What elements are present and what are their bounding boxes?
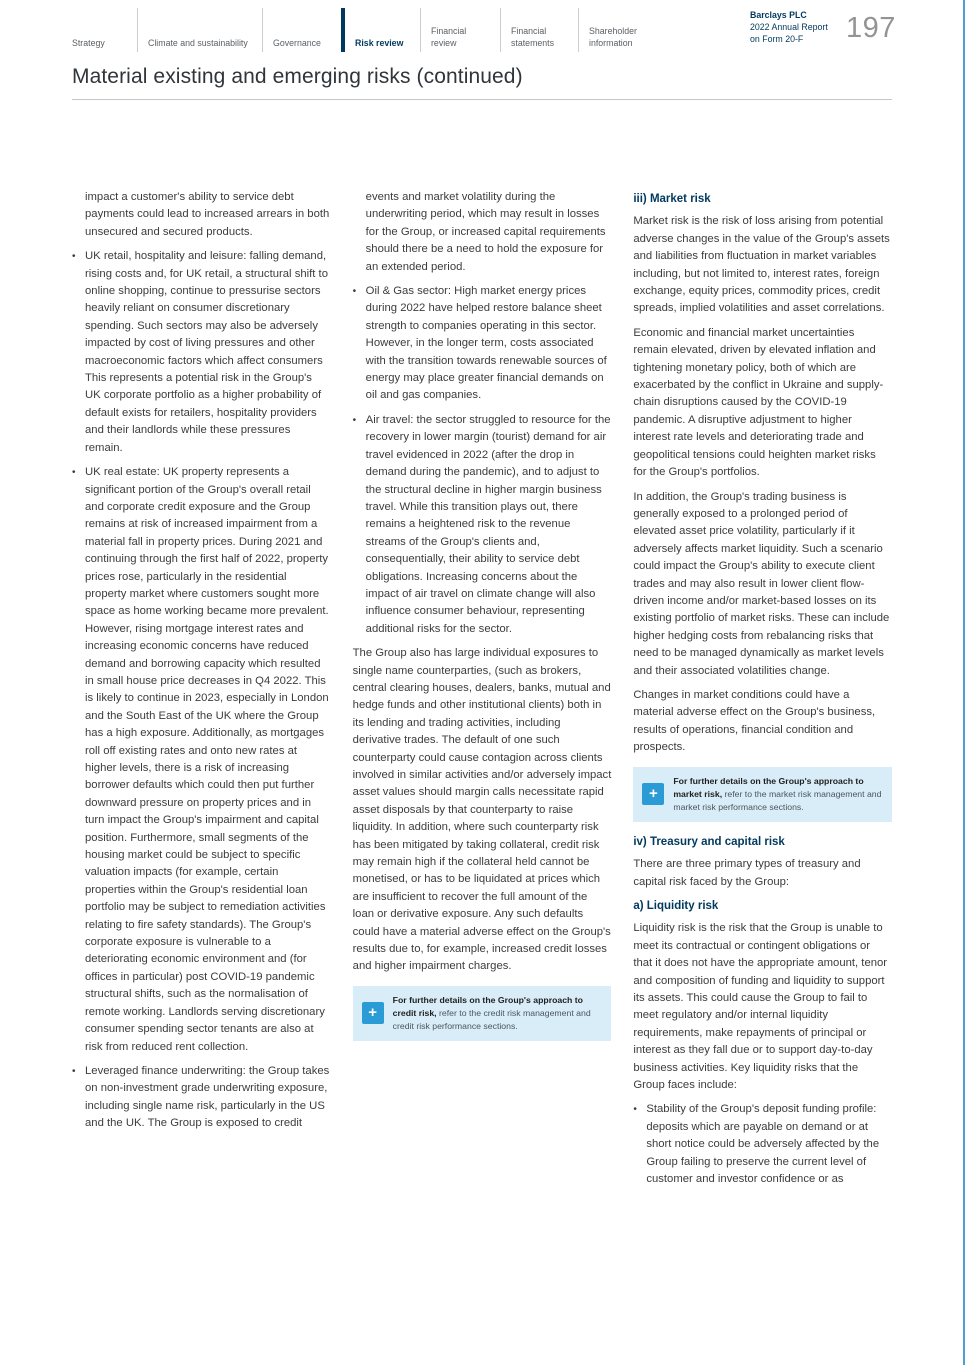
market-risk-crossreference bbox=[633, 767, 892, 822]
bullet-text: Oil & Gas sector: High market energy prices during 2022 have helped restore balance sheet strength to companies operating in this sector. However, in the longer term, costs associated with the transition towards renewable sources of energy may place greater financial demands on oil and gas companies. bbox=[365, 285, 607, 402]
content-columns bbox=[72, 189, 892, 1195]
tab-label: Strategy bbox=[72, 37, 105, 48]
callout-body: refer to the market risk management and market risk performance sections. bbox=[673, 788, 882, 812]
report-brand: Barclays PLC bbox=[750, 10, 807, 20]
bullet-text: Stability of the Group's deposit funding profile: deposits which are payable on demand or at short notice could be adversely affected by the Group failing to preserve the current level of customer and investor confidence or as bbox=[646, 1103, 880, 1186]
report-identifier bbox=[750, 10, 828, 46]
bullet-item-air-travel bbox=[353, 412, 612, 638]
tab-financial-statements[interactable] bbox=[500, 8, 578, 52]
tab-label: Financial statements bbox=[511, 26, 555, 48]
column-2 bbox=[353, 189, 612, 1195]
tab-label: Governance bbox=[273, 37, 321, 48]
bullet-text: UK retail, hospitality and leisure: falling demand, rising costs and, for UK retail, a structural shift to online shopping, continue to pressurise sectors heavily reliant on consumer discretionary spending. Such sectors may also be adversely impacted by cost of living pressures and other macroeconomic factors which affect consumers This represents a potential risk in the Group's UK corporate portfolio as a higher probability of default exists for retailers, hospitality providers and their landlords while these pressures remain. bbox=[85, 250, 328, 454]
plus-glyph: + bbox=[648, 784, 658, 802]
callout-lead: For further details on the Group's approach to credit risk, bbox=[392, 994, 583, 1018]
bullet-item-uk-retail bbox=[72, 248, 331, 457]
bullet-marker: • bbox=[633, 1104, 637, 1116]
callout-text bbox=[673, 775, 883, 814]
paragraph-trading-business: In addition, the Group's trading business is generally exposed to a prolonged period of elevated asset price volatility, particularly if it adversely affects market liquidity. Such a scenario could impact the Group's ability to execute client trades and may also result in lower client flow-driven income and/or market-based losses on its existing portfolio of market risks. These can include higher hedging costs from rebalancing risks that need to be managed dynamically as market levels and their associated volatilities change. bbox=[633, 490, 890, 677]
heading-treasury-capital-risk: iv) Treasury and capital risk bbox=[633, 835, 785, 848]
page-title: Material existing and emerging risks (continued) bbox=[72, 65, 523, 88]
paragraph-liquidity-risk-definition: Liquidity risk is the risk that the Group is unable to meet its contractual or contingent obligations or that it does not have the appropriate amount, tenor and composition of funding and liquidity to support its assets. This could cause the Group to fail to meet regulatory and/or internal liquidity requirements, make repayments of principal or interest as they fall due or to support day-to-day business activities. Key liquidity risks that the Group faces include: bbox=[633, 922, 888, 1092]
callout-lead: For further details on the Group's approach to market risk, bbox=[673, 775, 864, 799]
bullet-marker: • bbox=[72, 251, 76, 263]
callout-body: refer to the credit risk management and credit risk performance sections. bbox=[392, 1007, 591, 1031]
column-1 bbox=[72, 189, 331, 1195]
report-name: 2022 Annual Report bbox=[750, 21, 828, 32]
bullet-item-oil-gas bbox=[353, 283, 612, 405]
tab-strategy[interactable] bbox=[72, 8, 137, 52]
bullet-marker: • bbox=[352, 286, 357, 298]
bullet-text: Leveraged finance underwriting: the Group takes on non-investment grade underwriting exposure, including single name risk, particularly in the US and the UK. The Group is exposed to credit bbox=[85, 1064, 330, 1130]
credit-risk-crossreference bbox=[353, 986, 612, 1041]
callout-text bbox=[393, 994, 603, 1033]
bullet-marker: • bbox=[72, 467, 76, 479]
page-number: 197 bbox=[846, 12, 896, 44]
report-form: on Form 20-F bbox=[750, 33, 804, 44]
paragraph-market-uncertainties: Economic and financial market uncertainties remain elevated, driven by elevated inflation and tightening monetary policy, both of which are exacerbated by the conflict in Ukraine and supply-chain disruptions caused by the COVID-19 pandemic. A disruptive adjustment to higher interest rate levels and deteriorating trade and geopolitical tensions could heighten market risks for the Group's portfolios. bbox=[633, 326, 884, 479]
bullet-item-leveraged-finance bbox=[72, 1063, 331, 1133]
bullet-text: UK real estate: UK property represents a significant portion of the Group's overall retail and corporate credit exposure and the Group remains at risk of increased impairment from a material fall in property prices. During 2021 and continuing through the first half of 2022, property prices rose, particularly in the residential property market where customers sought more space as home working became more prevalent. However, rising mortgage interest rates and increasing economic concerns have reduced demand and borrowing capacity which resulted in small house price decreases in Q4 2022. This is likely to continue in 2023, especially in London and the South East of the UK where the Group has a high exposure. Additionally, as mortgages roll off existing rates and onto new rates at higher levels, there is a risk of increasing borrower defaults which could then put further downward pressure on property prices and in turn impact the Group's impairment and capital position. Furthermore, small segments of the housing market could be subject to specific valuation impacts (for example, certain properties within the Group's residential loan portfolio may be subject to remediation activities relating to fire safety standards). The Group's corporate exposure is vulnerable to a deteriorating economic environment and (for offices in particular) post COVID-19 pandemic structural shifts, such as the normalisation of remote working. Landlords serving discretionary consumer spending sector tenants are also at risk from reduced rent collection. bbox=[85, 466, 329, 1053]
tab-climate-and-sustainability[interactable] bbox=[137, 8, 262, 52]
paragraph-treasury-types: There are three primary types of treasury and capital risk faced by the Group: bbox=[633, 858, 861, 888]
column-3 bbox=[633, 189, 892, 1195]
paragraph-market-conditions: Changes in market conditions could have a material adverse effect on the Group's business, results of operations, financial condition and prospects. bbox=[633, 688, 876, 754]
bullet-marker: • bbox=[352, 414, 357, 426]
continuation-paragraph: events and market volatility during the underwriting period, which may result in losses for the Group, or increased capital requirements should there be a need to hold the exposure for an extended period. bbox=[365, 191, 606, 273]
report-header bbox=[72, 0, 896, 52]
continuation-paragraph: impact a customer's ability to service debt payments could lead to increased arrears in both unsecured and secured products. bbox=[85, 191, 330, 238]
tab-label: Financial review bbox=[431, 26, 467, 48]
bullet-item-deposit-funding bbox=[633, 1101, 892, 1188]
bullet-item-uk-real-estate bbox=[72, 464, 331, 1056]
tab-governance[interactable] bbox=[262, 8, 341, 52]
tab-financial-review[interactable] bbox=[420, 8, 500, 52]
plus-glyph: + bbox=[368, 1004, 378, 1022]
tab-label: Risk review bbox=[355, 37, 404, 48]
plus-icon bbox=[642, 783, 664, 805]
heading-market-risk: iii) Market risk bbox=[633, 193, 711, 205]
plus-icon bbox=[362, 1002, 384, 1024]
bullet-marker: • bbox=[72, 1065, 76, 1077]
heading-liquidity-risk: a) Liquidity risk bbox=[633, 899, 719, 912]
bullet-text: Air travel: the sector struggled to resource for the recovery in lower margin (tourist) demand for air travel evidenced in 2022 (after the drop in demand during the pandemic), and to adjust to the structural decline in higher margin business travel. While this transition plays out, there remains a heightened risk to the revenue streams of the Group's clients and, consequentially, their ability to service debt obligations. Increasing concerns about the impact of air travel on climate change will also influence consumer behaviour, representing additional risks for the sector. bbox=[365, 413, 611, 635]
paragraph-market-risk-definition: Market risk is the risk of loss arising from potential adverse changes in the value of the Group's assets and liabilities from fluctuation in market variables including, but not limited to, interest rates, foreign exchange, equity prices, commodity prices, credit spreads, implied volatilities and asset correlations. bbox=[633, 215, 890, 315]
title-divider bbox=[72, 99, 892, 100]
tab-label: Climate and sustainability bbox=[148, 37, 248, 48]
paragraph-single-name-counterparties: The Group also has large individual exposures to single name counterparties, (such as brokers, central clearing houses, dealers, banks, mutual and hedge funds and other institutional clients) both in its lending and trading activities, including derivative trades. The default of one such counterparty could cause contagion across clients involved in similar activities and/or adversely impact asset values should margin calls necessitate rapid asset disposals by that counterparty to raise liquidity. In addition, where such counterparty risk has been mitigated by taking collateral, credit risk may remain high if the collateral held cannot be monetised, or has to be liquidated at prices which are insufficient to recover the full amount of the loan or derivative exposure. Any such defaults could have a material adverse effect on the Group's results due to, for example, increased credit losses and higher impairment charges. bbox=[352, 647, 612, 973]
tab-label: Shareholder information bbox=[589, 26, 637, 48]
tab-shareholder-information[interactable] bbox=[578, 8, 668, 52]
tab-risk-review[interactable] bbox=[341, 8, 420, 52]
